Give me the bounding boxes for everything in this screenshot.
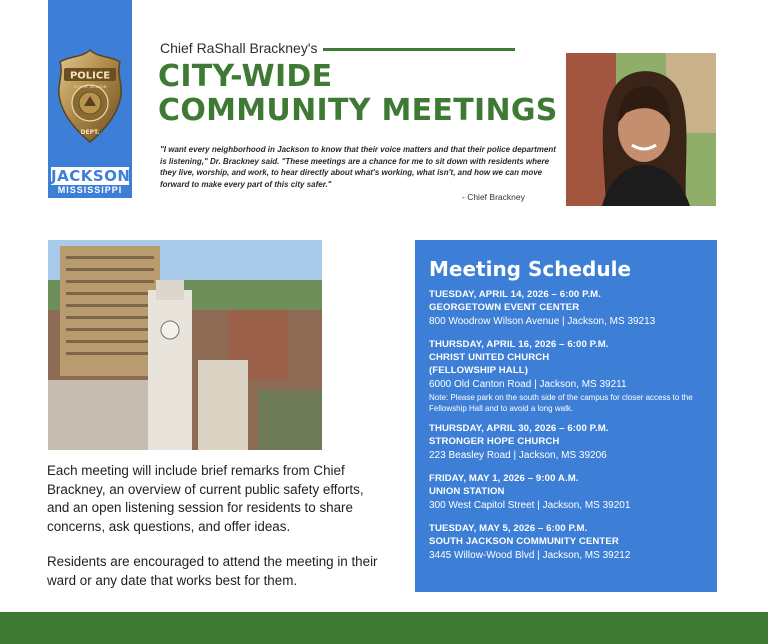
quote-attribution: - Chief Brackney bbox=[462, 192, 525, 202]
meeting-parking-note: Note: Please park on the south side of the campus for closer access to the Fellowship Hall and to avoid a long walk. bbox=[429, 393, 693, 413]
attendance-note: Residents are encouraged to attend the meeting in their ward or any date that works best for them. bbox=[47, 554, 378, 588]
page-title bbox=[158, 60, 568, 128]
title-line-2: COMMUNITY MEETINGS bbox=[158, 93, 558, 128]
meeting-venue: GEORGETOWN EVENT CENTER bbox=[429, 302, 580, 313]
subtitle-row bbox=[160, 40, 515, 56]
jackson-logo bbox=[48, 164, 132, 198]
chief-quote: "I want every neighborhood in Jackson to know that their voice matters and that their police department is listening," Dr. Brackney said. "These meetings are a chance for me to sit down with residents where they live, worship, and work, to hear directly about what's working, what isn't, and how we can move forward to make every part of this city safer." bbox=[160, 145, 556, 189]
police-banner bbox=[48, 0, 132, 198]
meeting-venue: UNION STATION bbox=[429, 486, 505, 497]
meeting-address: 300 West Capitol Street | Jackson, MS 39201 bbox=[429, 500, 631, 511]
meeting-date: TUESDAY, APRIL 14, 2026 – 6:00 P.M. bbox=[429, 289, 602, 300]
subtitle-rule bbox=[323, 48, 515, 51]
meeting-date: FRIDAY, MAY 1, 2026 – 9:00 A.M. bbox=[429, 473, 579, 484]
meeting-item bbox=[429, 522, 717, 564]
meeting-schedule-panel bbox=[415, 240, 717, 592]
jackson-skyline-photo bbox=[48, 240, 322, 450]
meeting-date: THURSDAY, APRIL 16, 2026 – 6:00 P.M. bbox=[429, 339, 609, 350]
meeting-item bbox=[429, 472, 717, 514]
meeting-item bbox=[429, 422, 717, 464]
meeting-date: THURSDAY, APRIL 30, 2026 – 6:00 P.M. bbox=[429, 423, 609, 434]
police-badge-icon bbox=[54, 48, 126, 144]
chief-portrait-photo bbox=[566, 53, 716, 206]
jackson-logo-word: JACKSON bbox=[51, 167, 131, 185]
meeting-address: 223 Beasley Road | Jackson, MS 39206 bbox=[429, 450, 607, 461]
meeting-address: 3445 Willow-Wood Blvd | Jackson, MS 39212 bbox=[429, 550, 631, 561]
badge-label-ring: CITY OF JACKSON bbox=[73, 84, 107, 89]
meeting-item bbox=[429, 288, 717, 330]
schedule-title: Meeting Schedule bbox=[429, 257, 632, 281]
meeting-venue: CHRIST UNITED CHURCH bbox=[429, 352, 550, 363]
meeting-date: TUESDAY, MAY 5, 2026 – 6:00 P.M. bbox=[429, 523, 588, 534]
subtitle: Chief RaShall Brackney's bbox=[160, 40, 318, 56]
meeting-venue: STRONGER HOPE CHURCH bbox=[429, 436, 560, 447]
meeting-item bbox=[429, 338, 717, 414]
meeting-venue: SOUTH JACKSON COMMUNITY CENTER bbox=[429, 536, 619, 547]
footer-bar bbox=[0, 612, 768, 644]
meeting-description: Each meeting will include brief remarks from Chief Brackney, an overview of current public safety efforts, and an open listening session for residents to share concerns, ask questions, and offer ideas. bbox=[47, 463, 364, 534]
badge-label-bottom: DEPT. bbox=[80, 129, 100, 136]
meeting-address: 6000 Old Canton Road | Jackson, MS 39211 bbox=[429, 379, 627, 390]
meeting-venue-detail: (FELLOWSHIP HALL) bbox=[429, 365, 529, 376]
mississippi-logo-word: MISSISSIPPI bbox=[51, 185, 129, 196]
title-line-1: CITY-WIDE bbox=[158, 59, 333, 94]
badge-label-top: POLICE bbox=[69, 70, 111, 82]
meeting-address: 800 Woodrow Wilson Avenue | Jackson, MS 39213 bbox=[429, 316, 656, 327]
